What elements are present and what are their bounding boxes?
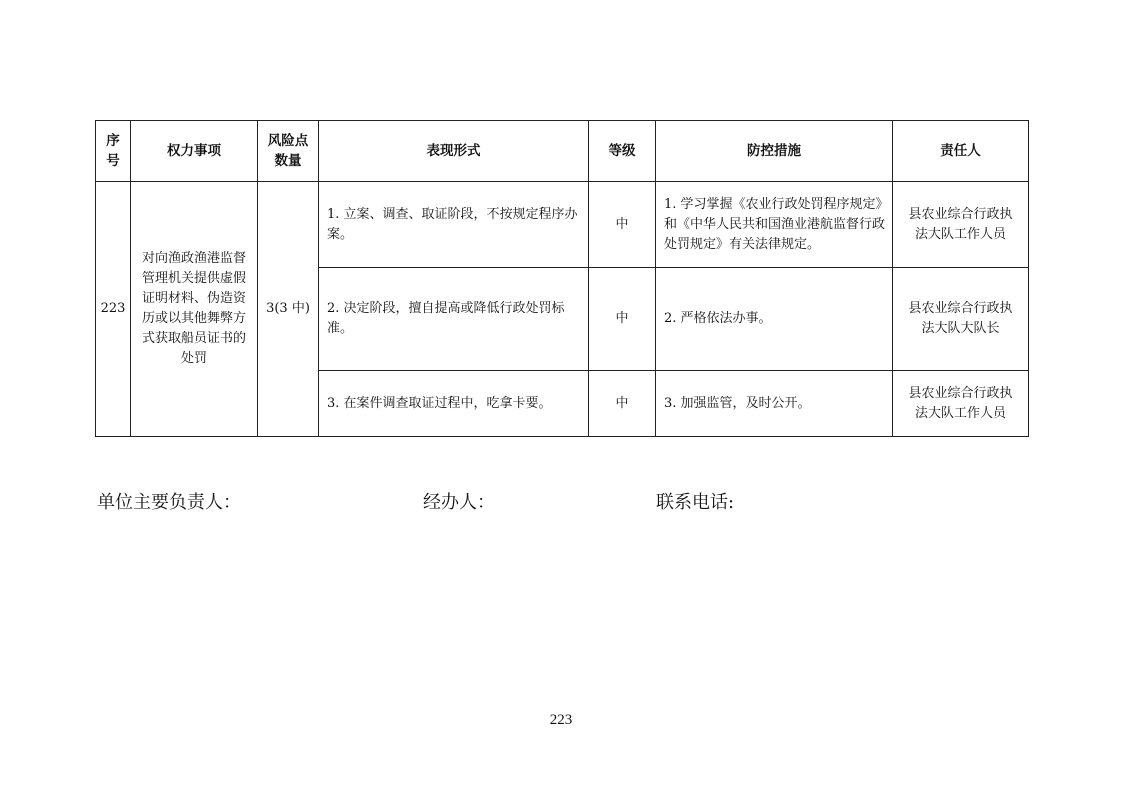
header-measures: 防控措施 bbox=[656, 121, 893, 182]
cell-level: 中 bbox=[589, 182, 656, 268]
header-risk-count bbox=[258, 121, 319, 182]
cell-level: 中 bbox=[589, 268, 656, 371]
cell-measures: 1. 学习掌握《农业行政处罚程序规定》和《中华人民共和国渔业港航监督行政处罚规定》有关法律规定。 bbox=[656, 182, 893, 268]
cell-manifestation: 1. 立案、调查、取证阶段，不按规定程序办案。 bbox=[319, 182, 589, 268]
cell-responsible: 县农业综合行政执法大队大队长 bbox=[893, 268, 1029, 371]
page-number: 223 bbox=[549, 712, 573, 728]
header-risk-count-line2: 数量 bbox=[274, 153, 302, 169]
risk-table bbox=[95, 120, 1029, 437]
cell-seq: 223 bbox=[96, 182, 131, 437]
phone-label: 联系电话: bbox=[656, 492, 735, 513]
header-manifestation: 表现形式 bbox=[319, 121, 589, 182]
cell-measures: 3. 加强监管，及时公开。 bbox=[656, 371, 893, 437]
header-row bbox=[96, 121, 1029, 182]
cell-responsible: 县农业综合行政执法大队工作人员 bbox=[893, 182, 1029, 268]
header-power-item: 权力事项 bbox=[131, 121, 258, 182]
table-row bbox=[96, 182, 1029, 268]
cell-responsible: 县农业综合行政执法大队工作人员 bbox=[893, 371, 1029, 437]
header-responsible: 责任人 bbox=[893, 121, 1029, 182]
header-seq-line1: 序 bbox=[106, 133, 120, 149]
handler-label: 经办人： bbox=[423, 492, 495, 513]
cell-manifestation: 2. 决定阶段，擅自提高或降低行政处罚标准。 bbox=[319, 268, 589, 371]
header-seq bbox=[96, 121, 131, 182]
cell-level: 中 bbox=[589, 371, 656, 437]
cell-manifestation: 3. 在案件调查取证过程中，吃拿卡要。 bbox=[319, 371, 589, 437]
cell-power-item: 对向渔政渔港监督管理机关提供虚假证明材料、伪造资历或以其他舞弊方式获取船员证书的处罚 bbox=[131, 182, 258, 437]
header-seq-line2: 号 bbox=[106, 153, 120, 169]
header-risk-count-line1: 风险点 bbox=[267, 133, 309, 149]
header-level: 等级 bbox=[589, 121, 656, 182]
cell-risk-count: 3(3 中) bbox=[258, 182, 319, 437]
unit-head-label: 单位主要负责人： bbox=[97, 492, 241, 513]
cell-measures: 2. 严格依法办事。 bbox=[656, 268, 893, 371]
